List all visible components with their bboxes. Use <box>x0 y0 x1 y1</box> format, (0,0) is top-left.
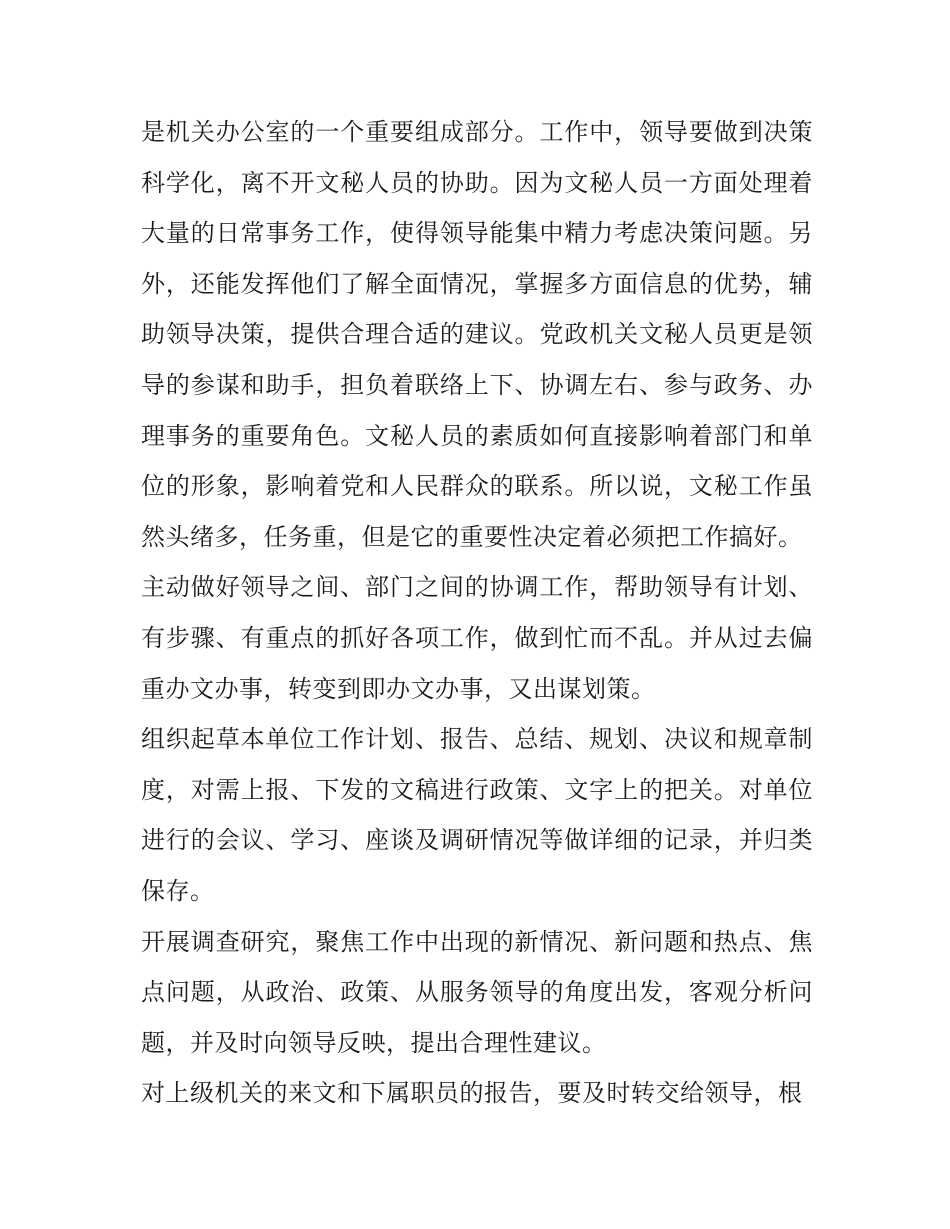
paragraph-office-role: 是机关办公室的一个重要组成部分。工作中，领导要做到决策科学化，离不开文秘人员的协助。因为文秘人员一方面处理着大量的日常事务工作，使得领导能集中精力考虑决策问题。另外，还能发挥他们了解全面情况，掌握多方面信息的优势，辅助领导决策，提供合理合适的建议。党政机关文秘人员更是领导的参谋和助手，担负着联络上下、协调左右、参与政务、办理事务的重要角色。文秘人员的素质如何直接影响着部门和单位的形象，影响着党和人民群众的联系。所以说，文秘工作虽然头绪多，任务重，但是它的重要性决定着必须把工作搞好。 <box>141 118 813 551</box>
document-body <box>141 107 813 1119</box>
paragraph-research: 开展调查研究，聚焦工作中出现的新情况、新问题和热点、焦点问题，从政治、政策、从服务领导的角度出发，客观分析问题，并及时向领导反映，提出合理性建议。 <box>141 927 813 1057</box>
paragraph-coordination: 主动做好领导之间、部门之间的协调工作，帮助领导有计划、有步骤、有重点的抓好各项工作，做到忙而不乱。并从过去偏重办文办事，转变到即办文办事，又出谋划策。 <box>141 573 813 703</box>
paragraph-drafting: 组织起草本单位工作计划、报告、总结、规划、决议和规章制度，对需上报、下发的文稿进行政策、文字上的把关。对单位进行的会议、学习、座谈及调研情况等做详细的记录，并归类保存。 <box>141 725 813 905</box>
paragraph-documents: 对上级机关的来文和下属职员的报告，要及时转交给领导，根 <box>141 1079 803 1108</box>
